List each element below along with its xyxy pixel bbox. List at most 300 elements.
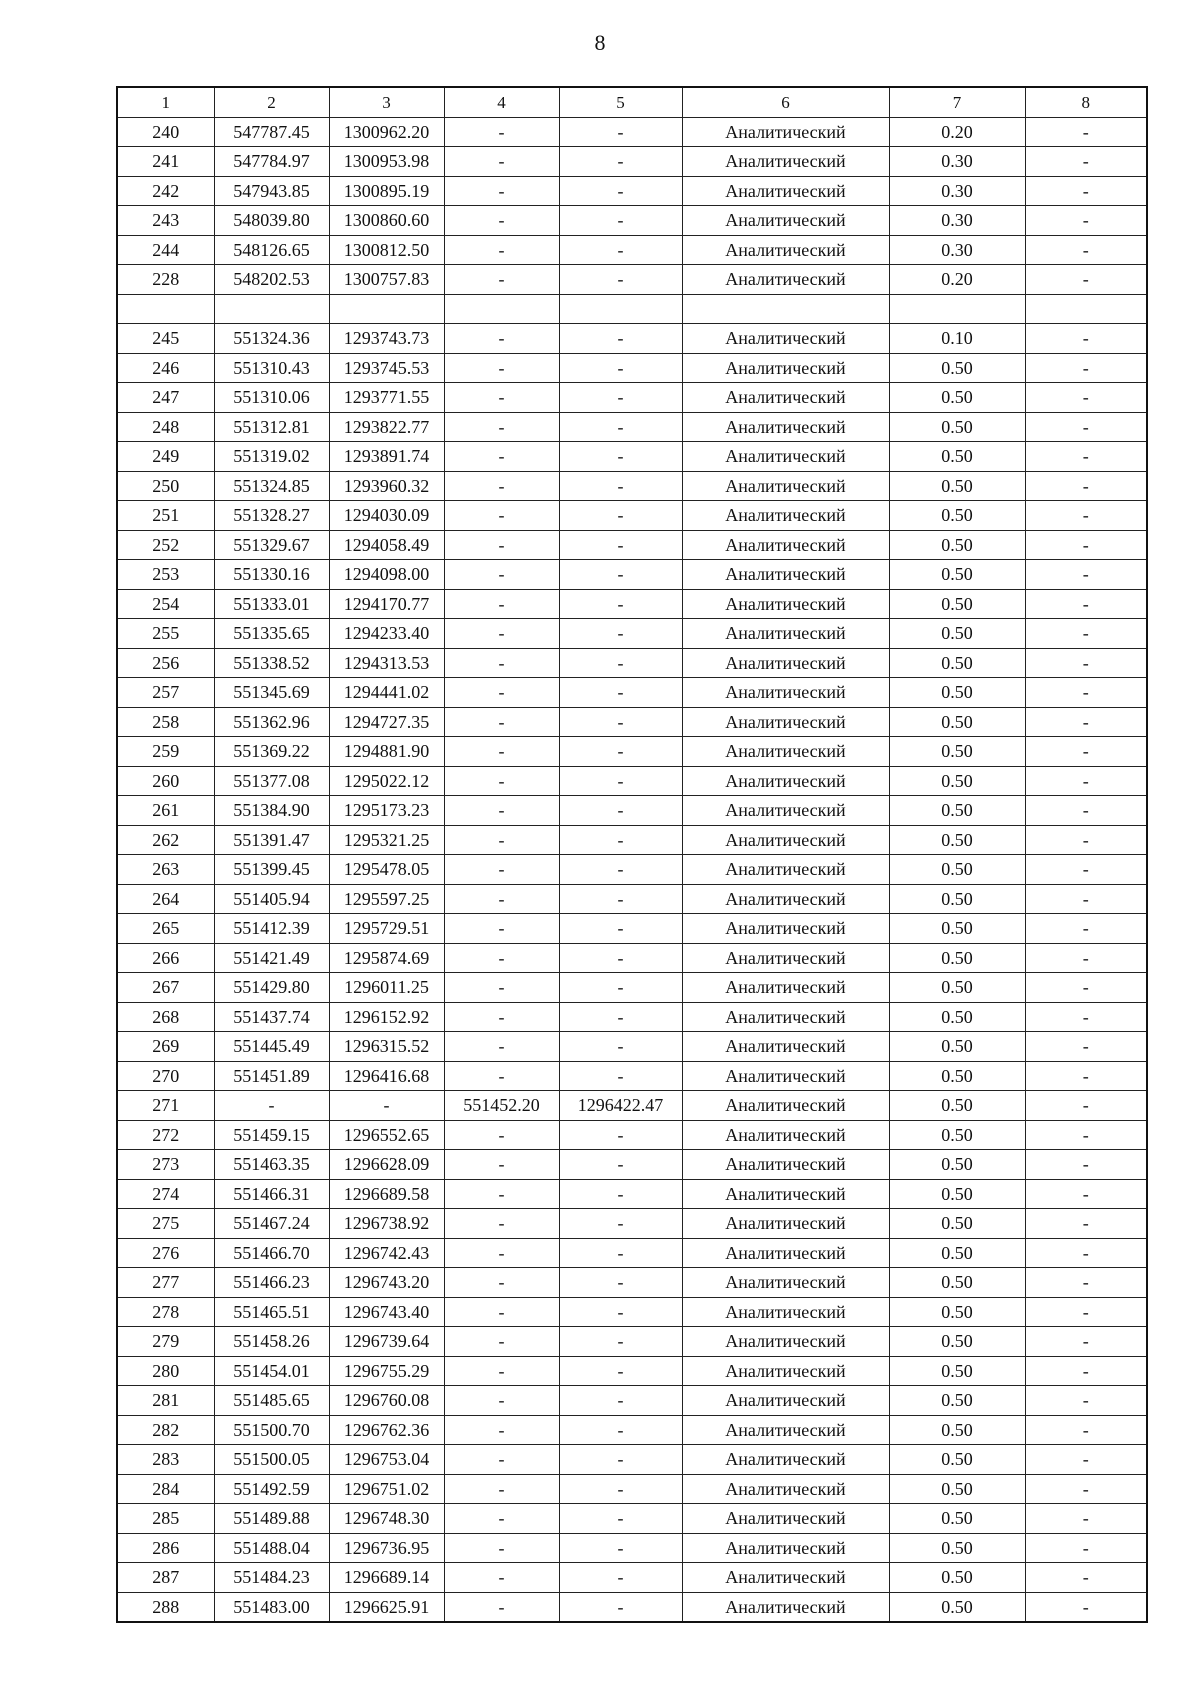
table-cell: Аналитический: [682, 1563, 889, 1593]
table-cell: 1296736.95: [329, 1533, 444, 1563]
table-cell: -: [444, 825, 559, 855]
table-cell: Аналитический: [682, 1356, 889, 1386]
table-cell: 551465.51: [214, 1297, 329, 1327]
table-cell: 1296743.20: [329, 1268, 444, 1298]
table-cell: -: [559, 1327, 682, 1357]
table-cell: 1296755.29: [329, 1356, 444, 1386]
table-cell: -: [559, 176, 682, 206]
table-cell: Аналитический: [682, 1209, 889, 1239]
table-cell: 1296743.40: [329, 1297, 444, 1327]
table-cell: 1296416.68: [329, 1061, 444, 1091]
table-cell: Аналитический: [682, 324, 889, 354]
table-cell: 551399.45: [214, 855, 329, 885]
table-cell: -: [559, 1474, 682, 1504]
table-cell: 269: [117, 1032, 214, 1062]
table-cell: 0.50: [889, 383, 1025, 413]
table-row: [117, 1386, 1147, 1416]
table-cell: -: [444, 707, 559, 737]
table-cell: -: [559, 619, 682, 649]
table-cell: Аналитический: [682, 973, 889, 1003]
table-cell: -: [1025, 1238, 1147, 1268]
table-cell: 551384.90: [214, 796, 329, 826]
table-cell: 551338.52: [214, 648, 329, 678]
table-cell: -: [444, 353, 559, 383]
table-cell: 548126.65: [214, 235, 329, 265]
table-cell: 1293743.73: [329, 324, 444, 354]
table-cell: -: [559, 383, 682, 413]
table-row: [117, 825, 1147, 855]
table-row: [117, 1209, 1147, 1239]
table-cell: -: [444, 1120, 559, 1150]
table-cell: -: [214, 1091, 329, 1121]
table-cell: 0.50: [889, 1297, 1025, 1327]
table-cell: 1296738.92: [329, 1209, 444, 1239]
table-cell: 265: [117, 914, 214, 944]
table-cell: 0.50: [889, 442, 1025, 472]
table-cell: -: [1025, 530, 1147, 560]
table-cell: 277: [117, 1268, 214, 1298]
table-cell: -: [559, 265, 682, 295]
table-cell: Аналитический: [682, 1297, 889, 1327]
table-cell: -: [559, 884, 682, 914]
table-row: [117, 1356, 1147, 1386]
table-row: [117, 117, 1147, 147]
table-header-row: [117, 87, 1147, 117]
table-cell: 551488.04: [214, 1533, 329, 1563]
table-cell: -: [1025, 707, 1147, 737]
column-header-5: 5: [559, 87, 682, 117]
table-cell: -: [444, 1209, 559, 1239]
table-cell: Аналитический: [682, 383, 889, 413]
column-header-8: 8: [1025, 87, 1147, 117]
table-cell: 551458.26: [214, 1327, 329, 1357]
table-cell: 270: [117, 1061, 214, 1091]
table-row: [117, 353, 1147, 383]
table-cell: Аналитический: [682, 206, 889, 236]
table-cell: 551489.88: [214, 1504, 329, 1534]
table-cell: 267: [117, 973, 214, 1003]
table-cell: Аналитический: [682, 1120, 889, 1150]
table-cell: 0.50: [889, 1327, 1025, 1357]
table-cell: 0.50: [889, 1209, 1025, 1239]
table-cell: 271: [117, 1091, 214, 1121]
table-cell: 0.50: [889, 1091, 1025, 1121]
table-row: [117, 1120, 1147, 1150]
table-cell: 262: [117, 825, 214, 855]
table-cell: -: [444, 1415, 559, 1445]
table-cell: 254: [117, 589, 214, 619]
table-cell: Аналитический: [682, 707, 889, 737]
table-cell: 0.50: [889, 1179, 1025, 1209]
table-cell: 551329.67: [214, 530, 329, 560]
table-cell: -: [1025, 737, 1147, 767]
table-cell: 0.50: [889, 1356, 1025, 1386]
table-cell: [559, 294, 682, 324]
table-cell: -: [1025, 973, 1147, 1003]
table-cell: -: [1025, 884, 1147, 914]
table-cell: 1294030.09: [329, 501, 444, 531]
table-cell: 0.50: [889, 1061, 1025, 1091]
table-row: [117, 1032, 1147, 1062]
table-cell: 0.50: [889, 884, 1025, 914]
table-cell: -: [1025, 1179, 1147, 1209]
table-cell: 0.50: [889, 1563, 1025, 1593]
table-cell: -: [1025, 412, 1147, 442]
table-cell: 282: [117, 1415, 214, 1445]
table-cell: 244: [117, 235, 214, 265]
table-cell: Аналитический: [682, 176, 889, 206]
table-cell: 1294170.77: [329, 589, 444, 619]
table-cell: 263: [117, 855, 214, 885]
table-row: [117, 1415, 1147, 1445]
table-cell: Аналитический: [682, 1474, 889, 1504]
table-cell: -: [1025, 1445, 1147, 1475]
table-cell: 246: [117, 353, 214, 383]
table-row: [117, 235, 1147, 265]
table-cell: Аналитический: [682, 412, 889, 442]
table-cell: -: [444, 147, 559, 177]
table-cell: 1296152.92: [329, 1002, 444, 1032]
table-cell: -: [559, 501, 682, 531]
table-cell: -: [1025, 648, 1147, 678]
table-cell: Аналитический: [682, 1179, 889, 1209]
table-cell: -: [559, 1238, 682, 1268]
table-cell: 1296742.43: [329, 1238, 444, 1268]
table-cell: -: [1025, 796, 1147, 826]
column-header-6: 6: [682, 87, 889, 117]
table-cell: 1294881.90: [329, 737, 444, 767]
table-cell: -: [444, 1356, 559, 1386]
table-cell: 276: [117, 1238, 214, 1268]
table-cell: 551463.35: [214, 1150, 329, 1180]
table-cell: 0.50: [889, 619, 1025, 649]
table-row: [117, 1091, 1147, 1121]
table-cell: -: [559, 206, 682, 236]
table-cell: 0.50: [889, 796, 1025, 826]
table-cell: -: [444, 471, 559, 501]
table-cell: [214, 294, 329, 324]
table-cell: 551454.01: [214, 1356, 329, 1386]
table-cell: Аналитический: [682, 1415, 889, 1445]
table-cell: Аналитический: [682, 914, 889, 944]
table-cell: 0.50: [889, 1415, 1025, 1445]
table-cell: -: [1025, 1533, 1147, 1563]
table-cell: 0.50: [889, 1474, 1025, 1504]
table-cell: 288: [117, 1592, 214, 1622]
table-cell: 551324.85: [214, 471, 329, 501]
table-cell: -: [444, 943, 559, 973]
table-row: [117, 471, 1147, 501]
table-cell: 1296760.08: [329, 1386, 444, 1416]
table-cell: -: [559, 442, 682, 472]
table-cell: Аналитический: [682, 1091, 889, 1121]
table-cell: 1295022.12: [329, 766, 444, 796]
table-row: [117, 176, 1147, 206]
table-row: [117, 1533, 1147, 1563]
table-cell: 0.50: [889, 1268, 1025, 1298]
table-cell: 0.20: [889, 265, 1025, 295]
table-cell: 1296739.64: [329, 1327, 444, 1357]
table-cell: -: [444, 442, 559, 472]
table-cell: -: [444, 619, 559, 649]
table-cell: Аналитический: [682, 1002, 889, 1032]
table-cell: 279: [117, 1327, 214, 1357]
table-cell: -: [1025, 1061, 1147, 1091]
table-cell: 273: [117, 1150, 214, 1180]
table-cell: 551412.39: [214, 914, 329, 944]
table-row: [117, 884, 1147, 914]
table-cell: [329, 294, 444, 324]
table-row: [117, 1179, 1147, 1209]
table-cell: -: [1025, 1002, 1147, 1032]
table-cell: -: [559, 973, 682, 1003]
column-header-4: 4: [444, 87, 559, 117]
table-cell: -: [559, 324, 682, 354]
table-cell: -: [1025, 1150, 1147, 1180]
table-cell: 551421.49: [214, 943, 329, 973]
table-cell: -: [559, 1533, 682, 1563]
table-cell: -: [444, 1238, 559, 1268]
table-cell: -: [444, 737, 559, 767]
table-row: [117, 855, 1147, 885]
table-cell: [682, 294, 889, 324]
table-cell: 275: [117, 1209, 214, 1239]
table-cell: 1300757.83: [329, 265, 444, 295]
table-cell: 0.50: [889, 530, 1025, 560]
table-cell: -: [559, 1209, 682, 1239]
table-cell: -: [444, 648, 559, 678]
table-cell: 0.30: [889, 206, 1025, 236]
table-cell: -: [444, 383, 559, 413]
table-cell: -: [444, 1297, 559, 1327]
table-cell: 0.50: [889, 707, 1025, 737]
table-cell: -: [559, 353, 682, 383]
table-cell: 257: [117, 678, 214, 708]
table-cell: -: [1025, 1415, 1147, 1445]
table-row: [117, 1592, 1147, 1622]
table-cell: 251: [117, 501, 214, 531]
table-cell: -: [559, 471, 682, 501]
table-cell: -: [1025, 1297, 1147, 1327]
table-cell: -: [1025, 383, 1147, 413]
table-cell: -: [1025, 678, 1147, 708]
table-cell: 551437.74: [214, 1002, 329, 1032]
table-cell: 551369.22: [214, 737, 329, 767]
table-cell: 1293891.74: [329, 442, 444, 472]
table-cell: 551466.70: [214, 1238, 329, 1268]
table-cell: -: [444, 1474, 559, 1504]
table-cell: Аналитический: [682, 353, 889, 383]
table-cell: 0.10: [889, 324, 1025, 354]
table-cell: 278: [117, 1297, 214, 1327]
table-cell: 284: [117, 1474, 214, 1504]
table-cell: -: [559, 1356, 682, 1386]
table-cell: -: [1025, 943, 1147, 973]
table-cell: -: [559, 766, 682, 796]
table-cell: -: [1025, 265, 1147, 295]
table-cell: 1294313.53: [329, 648, 444, 678]
table-cell: -: [559, 1563, 682, 1593]
table-cell: -: [559, 855, 682, 885]
table-cell: -: [1025, 1268, 1147, 1298]
table-cell: 1300895.19: [329, 176, 444, 206]
table-cell: Аналитический: [682, 117, 889, 147]
table-row: [117, 678, 1147, 708]
table-cell: 0.30: [889, 147, 1025, 177]
table-cell: -: [444, 206, 559, 236]
table-cell: 1295321.25: [329, 825, 444, 855]
table-cell: 1295478.05: [329, 855, 444, 885]
table-cell: -: [444, 766, 559, 796]
table-cell: 1296625.91: [329, 1592, 444, 1622]
table-cell: 1295874.69: [329, 943, 444, 973]
table-cell: 1296751.02: [329, 1474, 444, 1504]
table-cell: 259: [117, 737, 214, 767]
table-row: [117, 796, 1147, 826]
table-cell: 551362.96: [214, 707, 329, 737]
table-row: [117, 147, 1147, 177]
table-cell: 551312.81: [214, 412, 329, 442]
table-cell: 0.50: [889, 353, 1025, 383]
table-cell: -: [559, 707, 682, 737]
table-cell: -: [444, 1179, 559, 1209]
table-cell: 0.50: [889, 1386, 1025, 1416]
table-cell: 547787.45: [214, 117, 329, 147]
coordinates-table: [116, 86, 1148, 1623]
table-row: [117, 1150, 1147, 1180]
table-cell: -: [559, 117, 682, 147]
table-row: [117, 737, 1147, 767]
table-cell: Аналитический: [682, 648, 889, 678]
table-cell: 283: [117, 1445, 214, 1475]
table-row: [117, 1474, 1147, 1504]
column-header-7: 7: [889, 87, 1025, 117]
page-number: 8: [594, 30, 606, 55]
table-cell: 1296753.04: [329, 1445, 444, 1475]
table-cell: -: [444, 176, 559, 206]
table-row: [117, 1297, 1147, 1327]
table-cell: 551345.69: [214, 678, 329, 708]
table-cell: Аналитический: [682, 1032, 889, 1062]
table-cell: -: [559, 1592, 682, 1622]
table-cell: -: [559, 1268, 682, 1298]
table-cell: -: [1025, 1474, 1147, 1504]
table-cell: 248: [117, 412, 214, 442]
table-cell: -: [444, 855, 559, 885]
table-cell: 551328.27: [214, 501, 329, 531]
table-cell: Аналитический: [682, 619, 889, 649]
table-cell: 1296628.09: [329, 1150, 444, 1180]
table-cell: -: [1025, 1356, 1147, 1386]
table-cell: -: [1025, 825, 1147, 855]
table-row: [117, 589, 1147, 619]
table-row: [117, 1445, 1147, 1475]
table-cell: -: [1025, 324, 1147, 354]
table-cell: 0.50: [889, 1032, 1025, 1062]
table-cell: 1293771.55: [329, 383, 444, 413]
table-cell: 1295729.51: [329, 914, 444, 944]
table-row: [117, 1563, 1147, 1593]
table-cell: -: [1025, 471, 1147, 501]
table-cell: -: [444, 1327, 559, 1357]
table-cell: 551467.24: [214, 1209, 329, 1239]
table-cell: -: [559, 1386, 682, 1416]
table-cell: 0.50: [889, 1150, 1025, 1180]
table-cell: 0.50: [889, 678, 1025, 708]
table-cell: -: [1025, 117, 1147, 147]
table-cell: 551500.70: [214, 1415, 329, 1445]
table-cell: Аналитический: [682, 1061, 889, 1091]
table-row: [117, 442, 1147, 472]
table-cell: -: [444, 1386, 559, 1416]
table-cell: 272: [117, 1120, 214, 1150]
table-cell: 551324.36: [214, 324, 329, 354]
table-cell: -: [559, 1297, 682, 1327]
table-cell: -: [559, 914, 682, 944]
table-cell: 1294441.02: [329, 678, 444, 708]
table-row: [117, 648, 1147, 678]
table-cell: 551459.15: [214, 1120, 329, 1150]
table-cell: 1293822.77: [329, 412, 444, 442]
table-cell: 1300812.50: [329, 235, 444, 265]
table-cell: -: [444, 1533, 559, 1563]
table-cell: -: [1025, 589, 1147, 619]
table-cell: Аналитический: [682, 530, 889, 560]
table-cell: 1300962.20: [329, 117, 444, 147]
table-cell: -: [559, 648, 682, 678]
table-body: [117, 117, 1147, 1622]
table-cell: 551310.43: [214, 353, 329, 383]
table-cell: 1295173.23: [329, 796, 444, 826]
table-cell: -: [1025, 235, 1147, 265]
table-cell: 268: [117, 1002, 214, 1032]
table-cell: Аналитический: [682, 1238, 889, 1268]
table-cell: -: [1025, 147, 1147, 177]
table-row: [117, 206, 1147, 236]
table-cell: -: [559, 1150, 682, 1180]
table-cell: -: [1025, 1386, 1147, 1416]
table-cell: 0.50: [889, 560, 1025, 590]
table-cell: -: [444, 265, 559, 295]
table-cell: -: [559, 530, 682, 560]
table-cell: -: [1025, 501, 1147, 531]
column-header-2: 2: [214, 87, 329, 117]
table-cell: -: [444, 973, 559, 1003]
table-cell: 245: [117, 324, 214, 354]
table-cell: Аналитический: [682, 501, 889, 531]
table-cell: 258: [117, 707, 214, 737]
column-header-3: 3: [329, 87, 444, 117]
table-cell: -: [559, 1120, 682, 1150]
table-cell: 551335.65: [214, 619, 329, 649]
table-cell: 548039.80: [214, 206, 329, 236]
table-cell: Аналитический: [682, 1504, 889, 1534]
table-cell: 1296315.52: [329, 1032, 444, 1062]
table-cell: -: [444, 1002, 559, 1032]
table-cell: 1300860.60: [329, 206, 444, 236]
table-cell: 551333.01: [214, 589, 329, 619]
table-cell: 228: [117, 265, 214, 295]
table-cell: -: [444, 914, 559, 944]
table-cell: -: [1025, 206, 1147, 236]
table-cell: 1294098.00: [329, 560, 444, 590]
table-row: [117, 560, 1147, 590]
table-cell: Аналитический: [682, 1592, 889, 1622]
table-cell: 255: [117, 619, 214, 649]
table-cell: Аналитический: [682, 1268, 889, 1298]
table-cell: -: [559, 1179, 682, 1209]
table-cell: Аналитический: [682, 1386, 889, 1416]
